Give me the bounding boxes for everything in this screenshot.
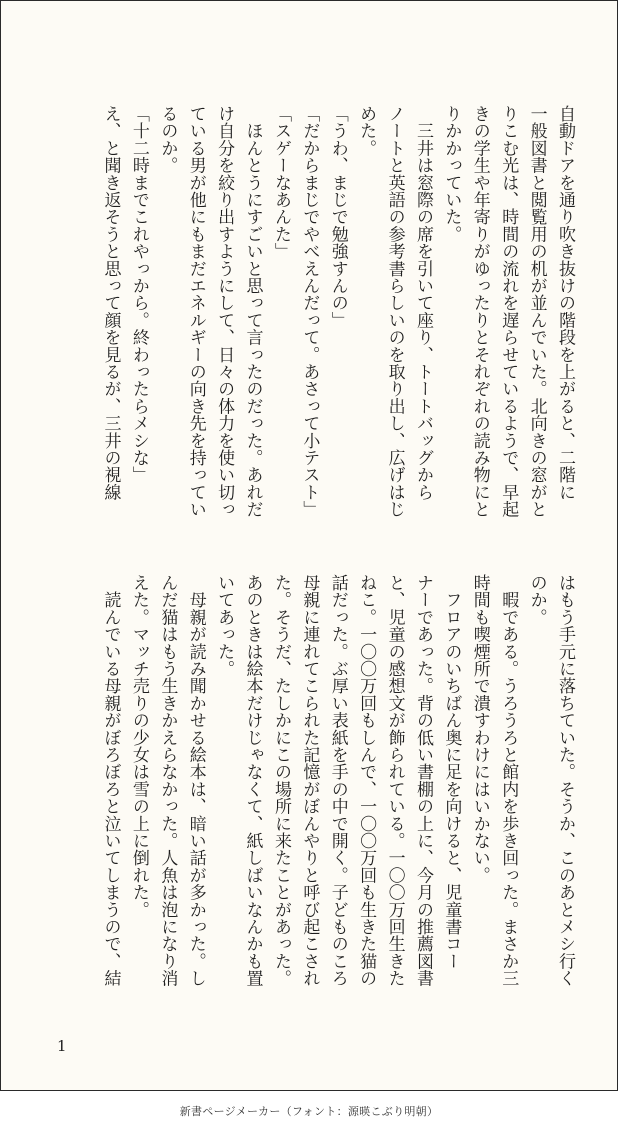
text-line: ナーであった。背の低い書棚の上に、今月の推薦図書: [412, 574, 433, 987]
text-line: りこむ光は、時間の流れを遅らせているようで、早起: [498, 105, 519, 518]
text-line: と、児童の感想文が飾られている。一〇〇万回生きた: [384, 574, 405, 987]
text-line: えた。マッチ売りの少女は雪の上に倒れた。: [128, 574, 149, 918]
text-line: 母親に連れてこられた記憶がぼんやりと呼び起こされ: [299, 574, 320, 987]
text-line: フロアのいちばん奥に足を向けると、児童書コー: [441, 574, 462, 970]
text-line: 「だからまじでやべえんだって。あさって小テスト」: [299, 105, 320, 518]
text-line: け自分を絞り出すようにして、日々の体力を使い切っ: [214, 105, 235, 518]
upper-text-block: [96, 105, 579, 525]
text-line: るのか。: [157, 105, 178, 174]
text-line: 自動ドアを通り吹き抜けの階段を上がると、二階に: [555, 105, 575, 501]
text-line: ている男が他にもまだエネルギーの向き先を持ってい: [185, 105, 206, 518]
text-line: めた。: [356, 105, 377, 157]
text-line: ノートと英語の参考書らしいのを取り出し、広げはじ: [384, 105, 405, 518]
text-line: 母親が読み聞かせる絵本は、暗い話が多かった。し: [185, 574, 206, 987]
text-line: 「十二時までこれやっから。終わったらメシな」: [128, 105, 149, 484]
text-line: 暇である。うろうろと館内を歩き回った。まさか三: [498, 574, 519, 987]
text-line: りかかっていた。: [441, 105, 462, 243]
text-line: ねこ。一〇〇万回もしんで、一〇〇万回も生きた猫の: [356, 574, 377, 987]
lower-text-block: [96, 574, 579, 994]
text-line: 「スゲーなあんた」: [270, 105, 291, 260]
text-line: ほんとうにすごいと思って言ったのだった。あれだ: [242, 105, 263, 518]
text-line: はもう手元に落ちていた。そうか、このあとメシ行く: [555, 574, 575, 987]
text-line: 時間も喫煙所で潰すわけにはいかない。: [469, 574, 490, 884]
text-line: た。そうだ、たしかにこの場所に来たことがあった。: [270, 574, 291, 987]
text-line: きの学生や年寄りがゆったりとそれぞれの読み物にと: [469, 105, 490, 518]
text-line: 「うわ、まじで勉強すんの」: [327, 105, 348, 329]
page-number: 1: [57, 1037, 67, 1055]
text-line: あのときは絵本だけじゃなくて、紙しばいなんかも置: [242, 574, 263, 987]
text-line: 三井は窓際の席を引いて座り、トートバッグから: [412, 105, 433, 501]
footer-credit: 新書ページメーカー（フォント：源暎こぶり明朝）: [179, 1105, 439, 1118]
text-line: 話だった。ぶ厚い表紙を手の中で開く。子どものころ: [327, 574, 348, 987]
text-line: いてあった。: [214, 574, 235, 678]
text-line: え、と聞き返そうと思って顔を見るが、三井の視線: [100, 105, 121, 501]
text-line: 読んでいる母親がぼろぼろと泣いてしまうので、結: [100, 574, 121, 987]
text-line: 一般図書と閲覧用の机が並んでいた。北向きの窓がと: [526, 105, 547, 518]
text-line: のか。: [526, 574, 547, 626]
text-line: んだ猫はもう生きかえらなかった。人魚は泡になり消: [157, 574, 178, 987]
